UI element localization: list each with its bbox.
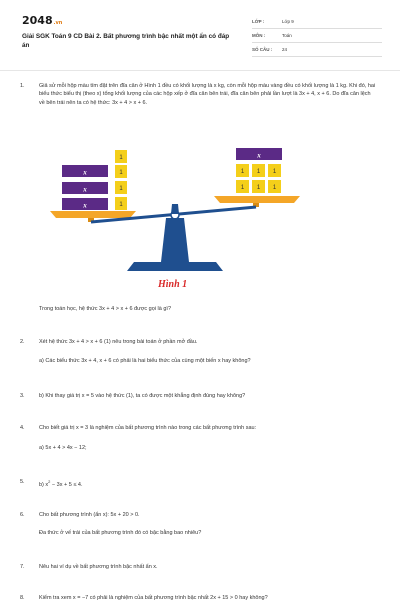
expression-part: − 3x + 5 ≤ 4. [50, 481, 83, 488]
header [0, 0, 400, 58]
question-text: Kiểm tra xem x = −7 có phải là nghiệm của bất phương trình bậc nhất 2x + 15 > 0 hay không? [39, 595, 268, 601]
question-number: 2. [20, 339, 25, 345]
meta-row-subject [252, 29, 382, 43]
expression-part: b) x [39, 481, 49, 488]
question-number: 4. [20, 425, 25, 431]
question-text: Cho bất phương trình (ẩn x): 5x + 20 > 0. [39, 512, 140, 518]
balance-scale-figure [48, 146, 316, 298]
meta-key: MÔN : [252, 33, 266, 38]
header-divider [0, 70, 400, 71]
box-label: 1 [240, 169, 245, 175]
box-label: 1 [256, 169, 261, 175]
question-subpart: a) Các biểu thức 3x + 4, x + 6 có phải là hai biểu thức của cùng một biến x hay không? [39, 358, 251, 364]
box-label: 1 [240, 185, 245, 191]
meta-key: SỐ CÂU : [252, 47, 273, 52]
site-logo[interactable] [22, 14, 62, 27]
left-pan [50, 211, 136, 218]
box-label: 1 [119, 170, 123, 176]
logo-main: 2048 [22, 14, 53, 27]
meta-value: 24 [282, 47, 288, 52]
right-purple-box [236, 148, 282, 160]
question-number: 8. [20, 595, 25, 601]
question-text: Xét hệ thức 3x + 4 > x + 6 (1) nêu trong bài toán ở phần mở đầu. [39, 339, 198, 345]
question-text: Trong toán học, hệ thức 3x + 4 > x + 6 được gọi là gì? [39, 306, 171, 312]
question-number: 5. [20, 479, 25, 485]
left-yellow-boxes [115, 150, 127, 210]
page-title: Giải SGK Toán 9 CD Bài 2. Bất phương trình bậc nhất một ẩn có đáp án [22, 33, 230, 49]
meta-row-count [252, 43, 382, 57]
meta-value: Lớp 9 [282, 19, 294, 24]
logo-suffix: .vn [53, 20, 63, 26]
question-text [39, 478, 377, 489]
box-label: 1 [119, 155, 123, 161]
question-subpart: Đa thức ở vế trái của bất phương trình đó có bậc bằng bao nhiêu? [39, 530, 202, 536]
meta-value: Toán [282, 33, 292, 38]
box-label: x [83, 168, 87, 177]
scale-base [127, 262, 223, 271]
right-yellow-boxes [236, 164, 281, 193]
box-label: 1 [256, 185, 261, 191]
box-label: x [257, 151, 261, 160]
box-label: x [83, 185, 87, 194]
meta-table [252, 15, 382, 57]
box-label: 1 [119, 202, 123, 208]
question-number: 7. [20, 564, 25, 570]
box-label: 1 [119, 186, 123, 192]
box-label: 1 [272, 169, 277, 175]
box-label: 1 [272, 185, 277, 191]
figure-caption: Hình 1 [158, 279, 188, 290]
meta-row-grade [252, 15, 382, 29]
right-pan [214, 196, 300, 203]
question-number: 1. [20, 83, 25, 89]
exponent: 2 [48, 479, 51, 484]
question-text: Giả sử mỗi hộp màu tím đặt trên đĩa cân ở Hình 1 đều có khối lượng là x kg, còn mỗi hộp màu vàng đều có khối lượng là 1 kg. Khi đó, hai biểu thức biểu thị (theo x) tổng khối lượng của các hộp xếp ở đĩa cân bên trái, đĩa cân bên phải lần lượt là 3x + 4, x + 6. Do đĩa cân lệch về bên trái nên ta có hệ thức: 3x + 4 > x + 6. [39, 83, 376, 106]
box-label: x [83, 201, 87, 210]
scale-pointer [171, 204, 179, 214]
question-number: 6. [20, 512, 25, 518]
question-number: 3. [20, 393, 25, 399]
question-text: Nêu hai ví dụ về bất phương trình bậc nhất ẩn x. [39, 564, 158, 570]
question-text: b) Khi thay giá trị x = 5 vào hệ thức (1), ta có được một khẳng định đúng hay không? [39, 393, 246, 399]
question-text: Cho biết giá trị x = 3 là nghiệm của bất phương trình nào trong các bất phương trình sau: [39, 425, 257, 431]
meta-key: LỚP : [252, 19, 265, 24]
scale-pillar [161, 218, 189, 262]
left-purple-boxes [62, 165, 108, 210]
question-subpart: a) 5x + 4 > 4x − 12; [39, 445, 87, 451]
